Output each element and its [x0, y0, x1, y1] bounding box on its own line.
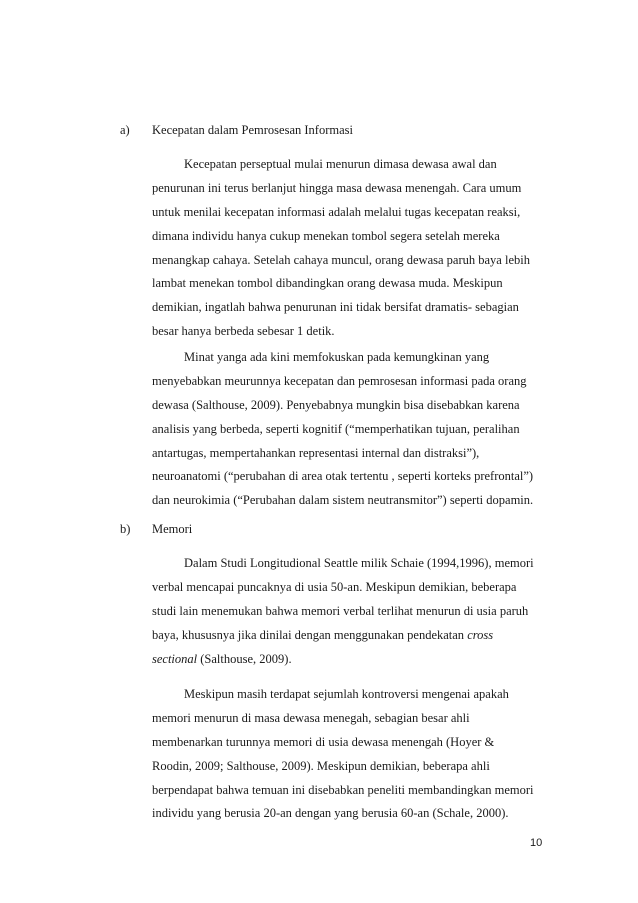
section-heading-memory: Memori	[152, 522, 193, 536]
text-line: studi lain menemukan bahwa memori verbal terlihat menurun di usia paruh	[152, 603, 529, 618]
text-line: menangkap cahaya. Setelah cahaya muncul, orang dewasa paruh baya lebih	[152, 252, 530, 267]
text-line: dimana individu hanya cukup menekan tombol segera setelah mereka	[152, 228, 500, 243]
text-line: dan neurokimia (“Perubahan dalam sistem neutransmitor”) seperti dopamin.	[152, 493, 534, 508]
text-run: baya, khususnya jika dinilai dengan menggunakan pendekatan	[152, 627, 468, 642]
page-number: 10	[530, 837, 543, 849]
text-line: menyebabkan meurunnya kecepatan dan pemrosesan informasi pada orang	[152, 373, 527, 388]
text-line: Minat yanga ada kini memfokuskan pada kemungkinan yang	[184, 350, 490, 364]
section-heading-speed: Kecepatan dalam Pemrosesan Informasi	[152, 123, 353, 137]
section-marker-a: a)	[120, 123, 130, 137]
text-run: (Salthouse, 2009).	[200, 651, 292, 666]
section-marker-b: b)	[120, 522, 131, 536]
paragraph-speed-1	[152, 156, 542, 347]
text-line: verbal mencapai puncaknya di usia 50-an. Meskipun demikian, beberapa	[152, 579, 517, 594]
text-line: individu yang berusia 20-an dengan yang berusia 60-an (Schale, 2000).	[152, 806, 509, 821]
paragraph-speed-2	[152, 349, 542, 516]
text-line: besar hanya berbeda sebesar 1 detik.	[152, 324, 335, 339]
text-line: dewasa (Salthouse, 2009). Penyebabnya mungkin bisa disebabkan karena	[152, 397, 520, 412]
text-line: Dalam Studi Longitudional Seattle milik Schaie (1994,1996), memori	[184, 556, 534, 570]
text-line: antartugas, mempertahankan representasi internal dan distraksi”),	[152, 445, 480, 460]
text-line: untuk menilai kecepatan informasi adalah melalui tugas kecepatan reaksi,	[152, 204, 521, 219]
text-line: lambat menekan tombol dibandingkan orang dewasa muda. Meskipun	[152, 276, 503, 291]
text-line: Meskipun masih terdapat sejumlah kontroversi mengenai apakah	[184, 687, 509, 701]
text-line: demikian, ingatlah bahwa penurunan ini tidak bersifat dramatis- sebagian	[152, 300, 519, 315]
text-line: berpendapat bahwa temuan ini disebabkan peneliti membandingkan memori	[152, 782, 534, 797]
text-line	[152, 627, 542, 651]
italic-term: cross	[467, 627, 494, 642]
paragraph-memory-1	[152, 555, 542, 674]
text-line: analisis yang berbeda, seperti kognitif (“memperhatikan tujuan, peralihan	[152, 421, 520, 436]
text-line: Roodin, 2009; Salthouse, 2009). Meskipun demikian, beberapa ahli	[152, 758, 490, 773]
text-line: Kecepatan perseptual mulai menurun dimasa dewasa awal dan	[184, 157, 497, 171]
text-line: membenarkan turunnya memori di usia dewasa menengah (Hoyer &	[152, 734, 495, 749]
paragraph-memory-2	[152, 686, 542, 829]
italic-term: sectional	[152, 651, 198, 666]
text-line	[152, 651, 542, 675]
text-line: memori menurun di masa dewasa menegah, sebagian besar ahli	[152, 710, 470, 725]
text-line: penurunan ini terus berlanjut hingga masa dewasa menengah. Cara umum	[152, 180, 522, 195]
text-line: neuroanatomi (“perubahan di area otak tertentu , seperti korteks prefrontal”)	[152, 469, 534, 484]
